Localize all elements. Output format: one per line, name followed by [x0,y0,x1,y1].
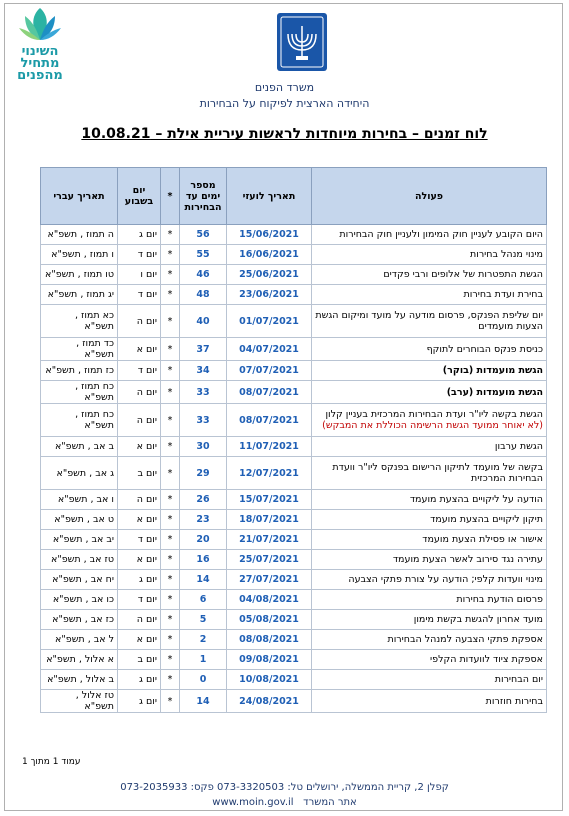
action-text: בחירת ועדת בחירות [463,289,543,300]
table-row [41,630,547,650]
cell-dow: יום א [118,550,161,570]
cell-hebrew-date: טז אלול , תשפ"א [41,690,118,713]
cell-hebrew-date: ל אב , תשפ"א [41,630,118,650]
cell-date: 09/08/2021 [227,650,312,670]
cell-days: 46 [180,265,227,285]
action-text: כניסת פנקס הבוחרים לתוקף [426,343,543,355]
col-hebrew-date: תאריך עברי [41,168,118,225]
table-row [41,437,547,457]
cell-date: 18/07/2021 [227,510,312,530]
cell-action [312,550,547,570]
footer [0,780,569,810]
action-text: עתירה נגד סירוב לאשר הצעת מועמד [392,554,543,565]
action-text: אישור או פסילת הצעת מועמד [422,534,543,545]
action-text: הגשת מועמדות (ערב) [446,386,543,398]
table-row [41,530,547,550]
action-text: פרסום הודעת בחירות [456,594,543,605]
cell-action [312,630,547,650]
cell-star: * [161,490,180,510]
logo-line-2: מתחיל [20,56,60,71]
cell-date: 25/06/2021 [227,265,312,285]
cell-star: * [161,610,180,630]
action-text: מועד אחרון להגשת בקשת מימון [413,614,543,625]
cell-action [312,404,547,437]
ministry-header [0,80,569,112]
schedule-table [40,167,547,713]
cell-star: * [161,437,180,457]
cell-dow: יום ב [118,457,161,490]
cell-action [312,338,547,361]
action-text: אספקת ציוד לוועדות הקלפי [430,654,543,665]
cell-action [312,670,547,690]
cell-days: 30 [180,437,227,457]
cell-days: 14 [180,690,227,713]
cell-hebrew-date: יג תמוז , תשפ"א [41,285,118,305]
action-text: הגשת התפטרות של אלופים ורבי פקדים [383,269,543,280]
cell-star: * [161,530,180,550]
unit-name: היחידה הארצית לפיקוח על הבחירות [199,97,370,110]
table-row [41,381,547,404]
cell-dow: יום ה [118,381,161,404]
footer-site [0,795,569,810]
cell-days: 48 [180,285,227,305]
cell-hebrew-date: יב אב , תשפ"א [41,530,118,550]
action-text: בחירות חוזרות [485,695,543,707]
cell-dow: יום א [118,338,161,361]
col-action: פעולה [312,168,547,225]
table-row [41,670,547,690]
table-row [41,361,547,381]
cell-action [312,510,547,530]
cell-days: 6 [180,590,227,610]
cell-hebrew-date: ג אב , תשפ"א [41,457,118,490]
cell-days: 26 [180,490,227,510]
cell-star: * [161,225,180,245]
cell-date: 10/08/2021 [227,670,312,690]
cell-dow: יום ג [118,670,161,690]
cell-action [312,361,547,381]
table-row [41,404,547,437]
cell-date: 08/07/2021 [227,404,312,437]
cell-dow: יום ג [118,225,161,245]
action-text: יום הבחירות [494,674,543,685]
action-text: הודעה על ליקויים בהצעת מועמד [409,494,543,505]
cell-hebrew-date: כו אב , תשפ"א [41,590,118,610]
ministry-name: משרד הפנים [254,81,315,94]
table-row [41,265,547,285]
table-row [41,338,547,361]
cell-days: 23 [180,510,227,530]
cell-star: * [161,510,180,530]
table-row [41,590,547,610]
cell-star: * [161,457,180,490]
cell-star: * [161,285,180,305]
action-text: הגשת בקשה ליו"ר ועדת הבחירות המרכזית בעניין קלון [325,409,543,420]
cell-days: 2 [180,630,227,650]
action-text: מינוי מנהל בחירות [469,249,543,260]
cell-date: 15/06/2021 [227,225,312,245]
table-row [41,225,547,245]
table-row [41,690,547,713]
cell-dow: יום ב [118,650,161,670]
cell-dow: יום ד [118,590,161,610]
cell-days: 1 [180,650,227,670]
cell-days: 20 [180,530,227,550]
cell-hebrew-date: ו תמוז , תשפ"א [41,245,118,265]
cell-action [312,530,547,550]
cell-action [312,437,547,457]
table-row [41,650,547,670]
cell-star: * [161,265,180,285]
cell-action [312,381,547,404]
col-date: תאריך לועזי [227,168,312,225]
cell-days: 16 [180,550,227,570]
cell-days: 0 [180,670,227,690]
table-row [41,570,547,590]
cell-action [312,650,547,670]
cell-date: 25/07/2021 [227,550,312,570]
cell-action [312,305,547,338]
cell-days: 29 [180,457,227,490]
cell-dow: יום ה [118,305,161,338]
cell-action [312,225,547,245]
cell-dow: יום ג [118,570,161,590]
cell-days: 34 [180,361,227,381]
cell-star: * [161,570,180,590]
cell-star: * [161,305,180,338]
action-text: הגשת מועמדות (בוקר) [442,365,543,376]
cell-star: * [161,650,180,670]
cell-days: 37 [180,338,227,361]
action-text: תיקון ליקויים בהצעת מועמד [430,514,543,525]
col-star: * [161,168,180,225]
cell-action [312,690,547,713]
cell-action [312,265,547,285]
cell-dow: יום ה [118,490,161,510]
action-text: הגשת ערבון [494,441,543,452]
cell-dow: יום ד [118,361,161,381]
cell-hebrew-date: כז תמוז , תשפ"א [41,361,118,381]
action-text: אספקת פתקי הצבעה למנהל הבחירות [387,634,543,645]
table-row [41,610,547,630]
cell-star: * [161,381,180,404]
table-row [41,245,547,265]
cell-hebrew-date: ב אב , תשפ"א [41,437,118,457]
cell-star: * [161,338,180,361]
cell-hebrew-date: טו תמוז , תשפ"א [41,265,118,285]
cell-date: 08/08/2021 [227,630,312,650]
cell-days: 55 [180,245,227,265]
cell-hebrew-date: כא תמוז , תשפ"א [41,305,118,338]
page-number: עמוד 1 מתוך 1 [22,757,81,767]
cell-hebrew-date: טז אב , תשפ"א [41,550,118,570]
cell-date: 07/07/2021 [227,361,312,381]
cell-date: 27/07/2021 [227,570,312,590]
cell-action [312,590,547,610]
cell-hebrew-date: א אלול , תשפ"א [41,650,118,670]
cell-dow: יום א [118,630,161,650]
cell-star: * [161,590,180,610]
cell-dow: יום ד [118,245,161,265]
footer-site-link[interactable]: www.moin.gov.il [212,797,294,808]
footer-address: קפלן 2, קריית הממשלה, ירושלים טל: 073-3320503 פקס: 073-2035933 [120,782,449,793]
action-text: מינוי וועדות קלפי; הודעה על צורת פתקי הצבעה [348,574,543,585]
cell-star: * [161,404,180,437]
state-emblem-icon [276,12,328,76]
action-text: בקשה של מועמד לתיקון הרישום בפנקס ליו"ר וועדת הבחירות המרכזית [332,462,543,484]
cell-star: * [161,361,180,381]
campaign-logo [10,6,70,82]
cell-date: 24/08/2021 [227,690,312,713]
footer-site-label: אתר המשרד [303,797,357,808]
cell-hebrew-date: כח תמוז , תשפ"א [41,381,118,404]
cell-days: 33 [180,404,227,437]
table-row [41,457,547,490]
cell-action [312,245,547,265]
table-row [41,550,547,570]
cell-dow: יום א [118,510,161,530]
cell-days: 14 [180,570,227,590]
cell-hebrew-date: כח תמוז , תשפ"א [41,404,118,437]
cell-hebrew-date: ט אב , תשפ"א [41,510,118,530]
cell-date: 08/07/2021 [227,381,312,404]
cell-dow: יום ג [118,690,161,713]
cell-hebrew-date: ה תמוז , תשפ"א [41,225,118,245]
cell-date: 04/08/2021 [227,590,312,610]
table-header-row [41,168,547,225]
cell-dow: יום ד [118,285,161,305]
cell-date: 01/07/2021 [227,305,312,338]
cell-date: 04/07/2021 [227,338,312,361]
cell-hebrew-date: כד תמוז , תשפ"א [41,338,118,361]
cell-star: * [161,670,180,690]
cell-days: 5 [180,610,227,630]
cell-days: 33 [180,381,227,404]
cell-dow: יום ו [118,265,161,285]
action-note: (לא יאוחר ממועד הגשת הרשימה הכוללת את המבקש) [322,420,543,431]
cell-star: * [161,690,180,713]
cell-action [312,457,547,490]
cell-days: 56 [180,225,227,245]
cell-date: 05/08/2021 [227,610,312,630]
cell-star: * [161,245,180,265]
cell-action [312,610,547,630]
cell-star: * [161,550,180,570]
page-title: לוח זמנים – בחירות מיוחדות לראשות עיריית אילת – 10.08.21 [81,126,488,142]
action-text: היום הקובע לעניין חוק המימון ולעניין חוק הבחירות [339,229,543,240]
cell-action [312,570,547,590]
cell-hebrew-date: ו אב , תשפ"א [41,490,118,510]
cell-date: 15/07/2021 [227,490,312,510]
cell-days: 40 [180,305,227,338]
col-dow: יום בשבוע [118,168,161,225]
logo-line-3: מהפנים [17,68,63,83]
cell-hebrew-date: יח אב , תשפ"א [41,570,118,590]
action-text: יום שליפת הפנקס, פרסום מודעה על מועד ומיקום הגשת הצעות מועמדים [315,310,543,332]
cell-hebrew-date: כז אב , תשפ"א [41,610,118,630]
cell-date: 21/07/2021 [227,530,312,550]
table-row [41,305,547,338]
table-row [41,285,547,305]
col-days: מספר ימים עד הבחירות [180,168,227,225]
cell-action [312,285,547,305]
cell-star: * [161,630,180,650]
table-row [41,490,547,510]
table-row [41,510,547,530]
cell-date: 23/06/2021 [227,285,312,305]
cell-action [312,490,547,510]
cell-dow: יום ד [118,530,161,550]
cell-hebrew-date: ב אלול , תשפ"א [41,670,118,690]
cell-date: 16/06/2021 [227,245,312,265]
logo-line-1: השינוי [21,44,59,59]
cell-dow: יום א [118,437,161,457]
leaf-logo-icon [17,6,63,46]
cell-dow: יום ה [118,610,161,630]
cell-date: 11/07/2021 [227,437,312,457]
cell-date: 12/07/2021 [227,457,312,490]
cell-dow: יום ה [118,404,161,437]
